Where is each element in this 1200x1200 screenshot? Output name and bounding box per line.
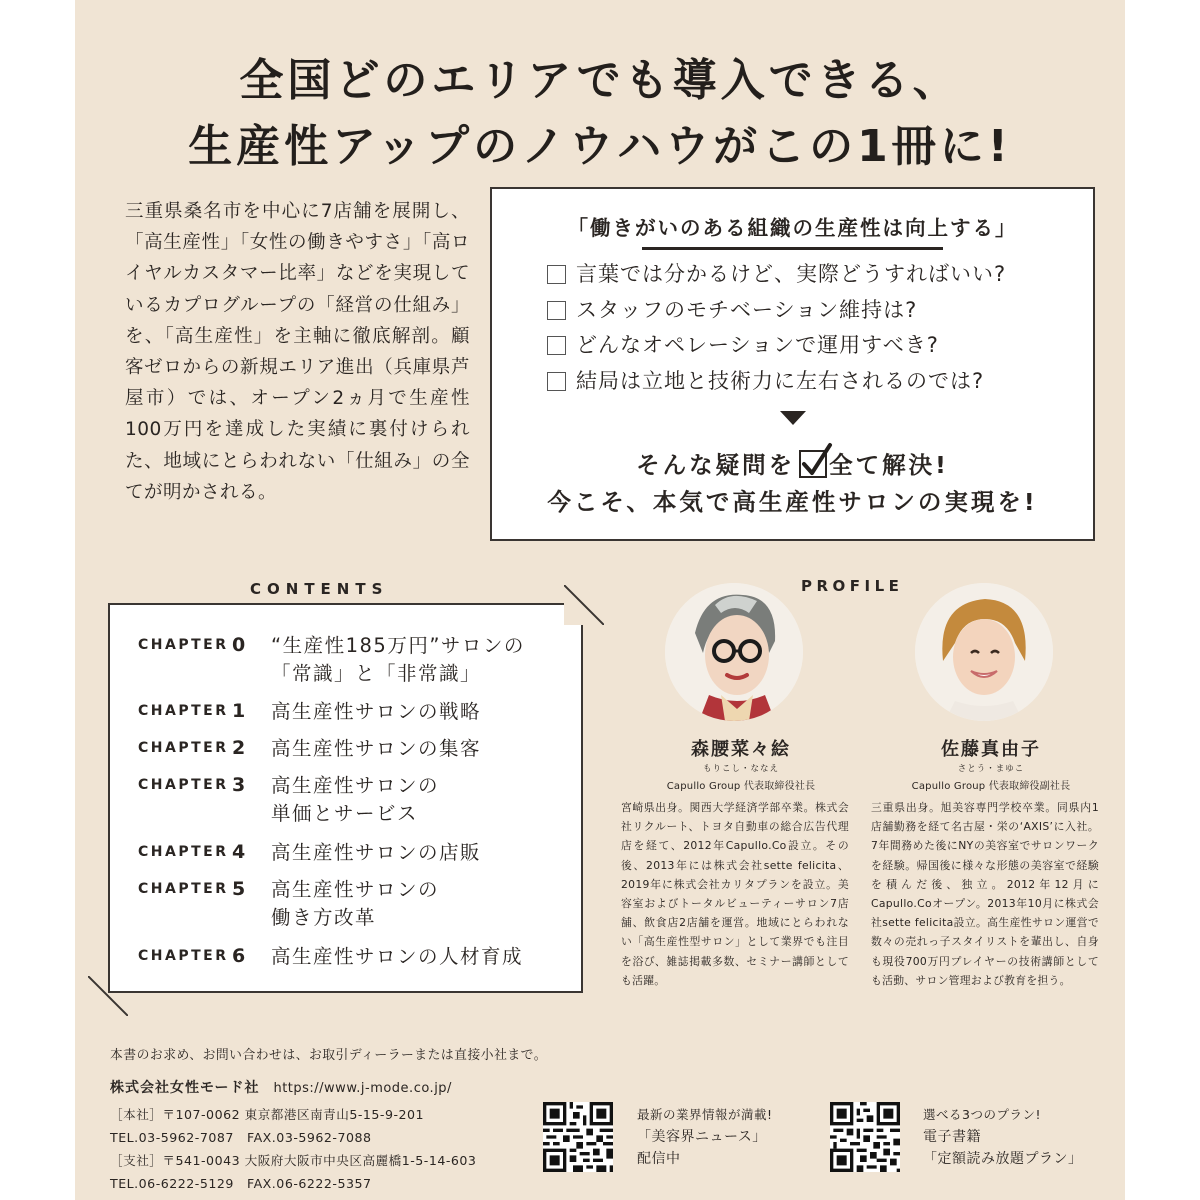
conclusion-line-1 — [492, 447, 1093, 484]
chapter-title — [271, 943, 523, 971]
profile-title-1: Capullo Group 代表取締役社長 — [666, 781, 816, 792]
chapter-title-line: 高生産性サロンの — [271, 878, 440, 901]
portrait-icon — [915, 583, 1053, 721]
chapter-number: 3 — [232, 774, 246, 796]
chapter-number: 2 — [232, 737, 246, 759]
chapter-title-line: 高生産性サロンの人材育成 — [271, 945, 524, 968]
chapter-title — [271, 839, 481, 867]
order-note: 本書のお求め、お問い合わせは、お取引ディーラーまたは直接小社まで。 — [110, 1048, 548, 1063]
question-text: 結局は立地と技術力に左右されるのでは? — [576, 368, 985, 393]
chapter-title-line: 高生産性サロンの — [271, 774, 440, 797]
publisher — [110, 1077, 452, 1097]
headline-line-1: 全国どのエリアでも導入できる、 — [239, 55, 961, 106]
question-item — [547, 328, 1006, 364]
question-item — [547, 364, 1006, 400]
book-back-cover — [75, 0, 1125, 1200]
head-office-address: ［本社］〒107-0062 東京都港区南青山5-15-9-201 — [110, 1107, 425, 1122]
profile-name-2: 佐藤真由子 — [941, 739, 1041, 760]
avatar — [665, 583, 803, 721]
chapter-number: 6 — [232, 945, 246, 967]
chapter-number: 0 — [232, 634, 246, 656]
profile-heading: PROFILE — [801, 577, 904, 595]
conclusion — [492, 447, 1093, 521]
chapter-title-line: 高生産性サロンの集客 — [271, 737, 482, 760]
question-text: 言葉では分かるけど、実際どうすればいい? — [576, 262, 1007, 286]
profile-title-2: Capullo Group 代表取締役副社長 — [911, 781, 1071, 792]
question-box-title: 「働きがいのある組織の生産性は向上する」 — [567, 216, 1018, 240]
chapter-number: 4 — [232, 841, 246, 863]
qr-code-icon[interactable] — [543, 1102, 613, 1172]
title-underline — [642, 247, 943, 250]
chapter-title-line: 単価とサービス — [271, 802, 419, 825]
headline — [75, 48, 1125, 180]
chapter-label: CHAPTER — [138, 881, 229, 897]
chapter-title — [271, 772, 439, 828]
headline-line-2: 生産性アップのノウハウがこの1冊に! — [188, 121, 1012, 172]
qr-info-line: 配信中 — [637, 1151, 681, 1167]
profile-bio-2: 三重県出身。旭美容専門学校卒業。同県内1店舗勤務を経て名古屋・栄の‘AXIS’に入社。7年間務めた後にNYの美容室でサロンワークを経験。帰国後に様々な形態の美容室で経験を積んだ後、独立。2012年12月にCapullo.Coオープン。2013年10月に株式会社sette felicita設立。高生産性サロン運営で数々の売れっ子スタイリストを輩出し、自身も現役700万円プレイヤーの技術講師としても活動、サロン管理および教育を担う。 — [871, 801, 1099, 987]
qr-info-line: 電子書籍 — [923, 1129, 981, 1145]
conclusion-line-2: 今こそ、本気で高生産性サロンの実現を! — [547, 488, 1038, 516]
question-item — [547, 293, 1006, 329]
chapter-title-line: 高生産性サロンの戦略 — [271, 700, 482, 723]
branch-tel: TEL.06-6222-5129 FAX.06-6222-5357 — [110, 1176, 372, 1191]
conclusion-pre: そんな疑問を — [636, 451, 796, 479]
intro-text: 三重県桑名市を中心に7店舗を展開し、「高生産性」「女性の働きやすさ」「高ロイヤルカスタマー比率」などを実現しているカプログループの「経営の仕組み」を、「高生産性」を主軸に徹底解剖。顧客ゼロからの新規エリア進出（兵庫県芦屋市）では、オープン2ヵ月で生産性100万円を達成した実績に裏付けられた、地域にとらわれない「仕組み」の全てが明かされる。 — [125, 201, 470, 503]
corner-fold-icon — [88, 976, 128, 1016]
chapter-title-line: 高生産性サロンの店販 — [271, 841, 482, 864]
chapter-title — [271, 632, 525, 688]
contents-heading: CONTENTS — [250, 580, 389, 598]
question-box — [490, 187, 1095, 541]
qr-info-line: 「美容界ニュース」 — [637, 1129, 767, 1145]
conclusion-post: 全て解決! — [829, 451, 949, 479]
branch-address: ［支社］〒541-0043 大阪府大阪市中央区高麗橋1-5-14-603 — [110, 1153, 477, 1168]
chapter-label: CHAPTER — [138, 637, 229, 653]
chapter-label: CHAPTER — [138, 844, 229, 860]
publisher-name: 株式会社女性モード社 — [110, 1080, 260, 1096]
qr-info-1 — [637, 1104, 773, 1170]
checkbox-icon — [547, 301, 566, 320]
checkbox-icon — [547, 336, 566, 355]
qr-info-2 — [923, 1104, 1083, 1170]
qr-info-line: 最新の業界情報が満載! — [637, 1107, 773, 1122]
chapter-label: CHAPTER — [138, 740, 229, 756]
chapter-title — [271, 698, 481, 726]
qr-code-icon[interactable] — [830, 1102, 900, 1172]
corner-fold-icon — [564, 585, 604, 625]
down-arrow-icon — [780, 411, 806, 425]
publisher-url[interactable]: https://www.j-mode.co.jp/ — [273, 1081, 452, 1096]
question-text: どんなオペレーションで運用すべき? — [576, 333, 939, 357]
question-text: スタッフのモチベーション維持は? — [576, 297, 918, 322]
profile-kana-2: さとう・まゆこ — [957, 764, 1025, 774]
chapter-title — [271, 876, 439, 932]
chapter-title-line: 「常識」と「非常識」 — [271, 662, 482, 685]
qr-info-line: 「定額読み放題プラン」 — [923, 1151, 1083, 1167]
question-item — [547, 257, 1006, 293]
checkbox-icon — [547, 372, 566, 391]
chapter-number: 5 — [232, 878, 246, 900]
checkbox-icon — [547, 265, 566, 284]
profile-kana-1: もりこし・ななえ — [702, 764, 779, 774]
profile-bio-1: 宮崎県出身。関西大学経済学部卒業。株式会社リクルート、トヨタ自動車の総合広告代理店を経て、2012年Capullo.Co設立。その後、2013年には株式会社sette felicita、2019年に株式会社カリタプランを設立。美容室およびトータルビューティーサロン7店舗、飲食店2店舗を運営。地域にとらわれない「高生産性型サロン」として業界でも注目を浴び、雑誌掲載多数、セミナー講師としても活躍。 — [621, 801, 849, 987]
chapter-title — [271, 735, 481, 763]
qr-info-line: 選べる3つのプラン! — [923, 1107, 1041, 1122]
checkmark-icon — [799, 450, 827, 478]
portrait-icon — [665, 583, 803, 721]
chapter-title-line: 働き方改革 — [271, 906, 377, 929]
chapter-label: CHAPTER — [138, 777, 229, 793]
profile-name-1: 森腰菜々絵 — [691, 739, 791, 760]
question-list — [547, 257, 1006, 399]
chapter-label: CHAPTER — [138, 703, 229, 719]
head-office-tel: TEL.03-5962-7087 FAX.03-5962-7088 — [110, 1130, 372, 1145]
chapter-label: CHAPTER — [138, 948, 229, 964]
chapter-title-line: “生産性185万円”サロンの — [271, 634, 525, 657]
avatar — [915, 583, 1053, 721]
chapter-number: 1 — [232, 700, 246, 722]
